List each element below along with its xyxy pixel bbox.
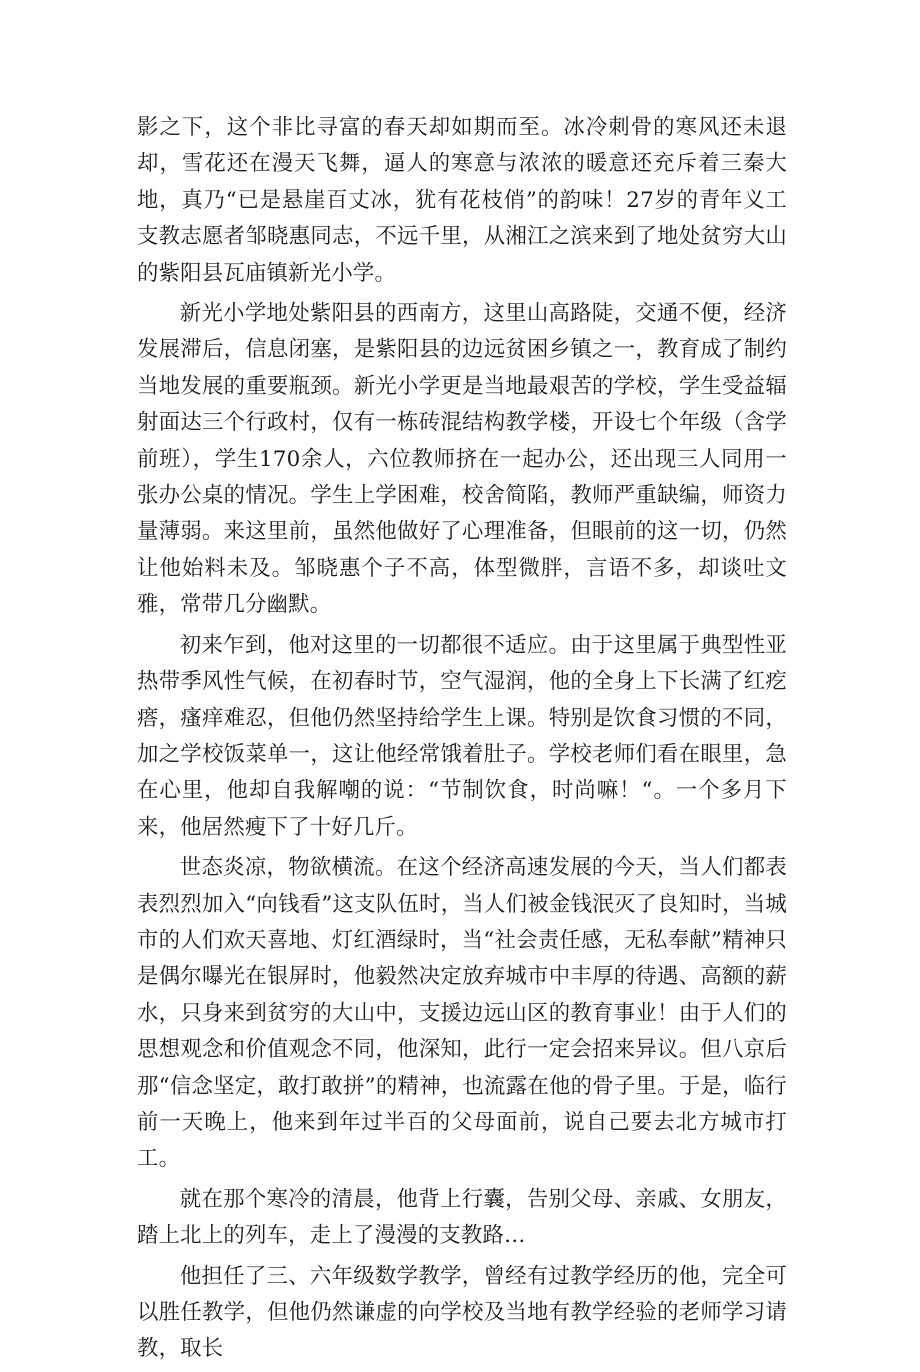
paragraph-3: 初来乍到，他对这里的一切都很不适应。由于这里属于典型性亚热带季风性气候，在初春时节，空气湿润，他的全身上下长满了红疙瘩，瘙痒难忍，但他仍然坚持给学生上课。特别是饮食习惯的不同，加之学校饭菜单一，这让他经常饿着肚子。学校老师们看在眼里，急在心里，他却自我解嘲的说：“节制饮食，时尚嘛！“。一个多月下来，他居然瘦下了十好几斤。 <box>137 632 787 840</box>
paragraph-4: 世态炎凉，物欲横流。在这个经济高速发展的今天，当人们都表表烈烈加入“向钱看”这支队伍时，当人们被金钱泯灭了良知时，当城市的人们欢天喜地、灯红酒绿时，当“社会责任感，无私奉献”精神只是偶尔曝光在银屏时，他毅然决定放弃城市中丰厚的待遇、高额的薪水，只身来到贫穷的大山中，支援边远山区的教育事业！由于人们的思想观念和价值观念不同，他深知，此行一定会招来异议。但八京后那“信念坚定，敢打敢拼”的精神，也流露在他的骨子里。于是，临行前一天晚上，他来到年过半百的父母面前，说自己要去北方城市打工。 <box>137 855 787 1172</box>
paragraph-2: 新光小学地处紫阳县的西南方，这里山高路陡，交通不便，经济发展滞后，信息闭塞，是紫阳县的边远贫困乡镇之一，教育成了制约当地发展的重要瓶颈。新光小学更是当地最艰苦的学校，学生受益辐射面达三个行政村，仅有一栋砖混结构教学楼，开设七个年级（含学前班），学生170余人，六位教师挤在一起办公，还出现三人同用一张办公桌的情况。学生上学困难，校舍简陷，教师严重缺编，师资力量薄弱。来这里前，虽然他做好了心理准备，但眼前的这一切，仍然让他始料未及。邹晓惠个子不高，体型微胖，言语不多，却谈吐文雅，常带几分幽默。 <box>137 301 787 618</box>
paragraph-6: 他担任了三、六年级数学教学，曾经有过教学经历的他，完全可以胜任教学，但他仍然谦虚的向学校及当地有教学经验的老师学习请教，取长 <box>137 1263 787 1362</box>
article-body <box>137 110 787 1372</box>
paragraph-1: 影之下，这个非比寻富的春天却如期而至。冰冷刺骨的寒风还未退却，雪花还在漫天飞舞，逼人的寒意与浓浓的暖意还充斥着三秦大地，真乃“已是悬崖百丈冰，犹有花枝俏”的韵味！27岁的青年义工支教志愿者邹晓惠同志，不远千里，从湘江之滨来到了地处贫穷大山的紫阳县瓦庙镇新光小学。 <box>137 115 787 286</box>
paragraph-5: 就在那个寒冷的清晨，他背上行囊，告别父母、亲戚、女朋友，踏上北上的列车，走上了漫漫的支教路… <box>137 1186 787 1249</box>
